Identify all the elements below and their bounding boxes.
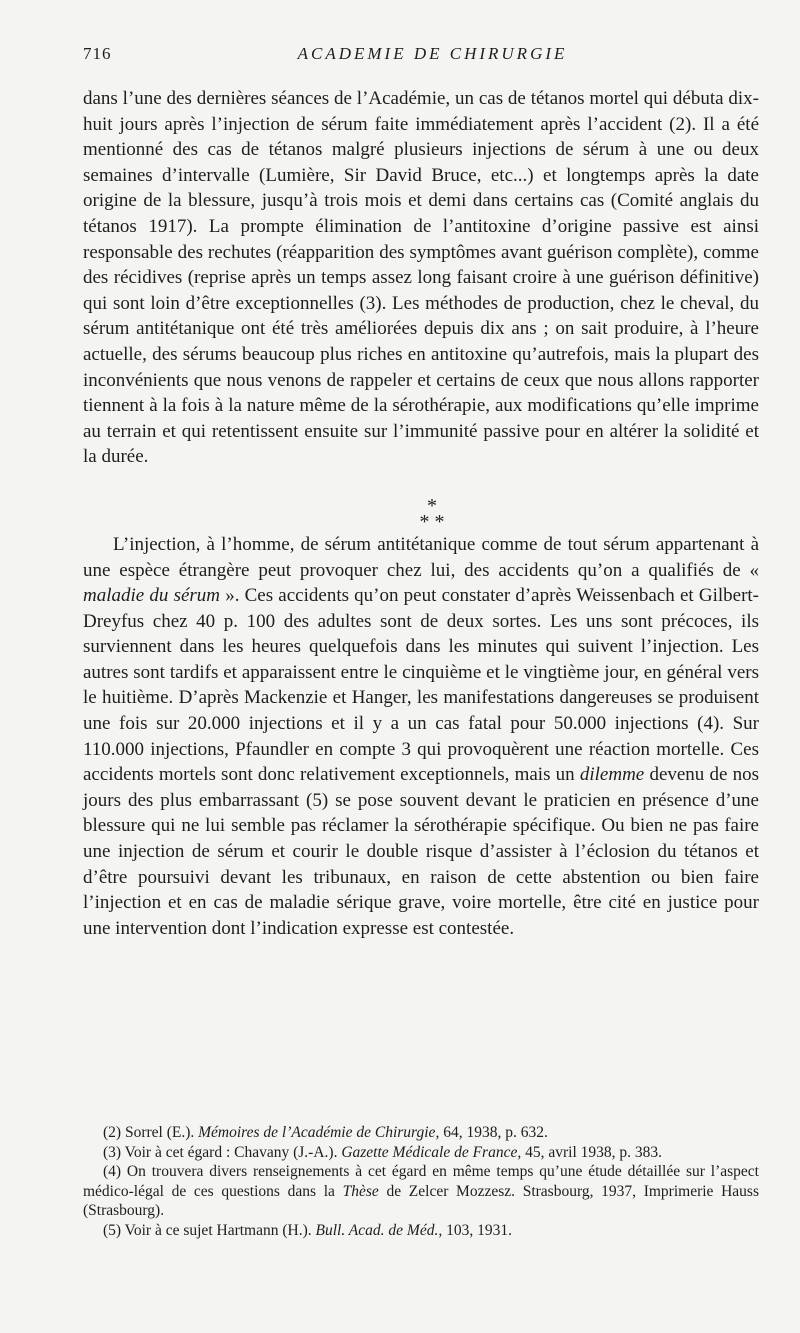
text-run: devenu de nos jours des plus embarrassant (5) se pose souvent devant le praticien en présence d’une blessure qui ne lui semble pas réclamer la sérothérapie spécifique. Ou bien ne pas faire une injection de sérum et courir le double risque d’assister à l’éclosion du tétanos et d’être poursuivi devant les tribunaux, en raison de cette abstention ou bien faire l’injection et en cas de maladie sérique grave, voire mortelle, être cité en justice pour une intervention dont l’indication expresse est contestée. (83, 764, 760, 939)
asterism-bottom: * * (419, 510, 445, 533)
footnote (83, 1143, 759, 1163)
footnote-source: Gazette Médicale de France, (341, 1143, 522, 1161)
footnote-text: 45, avril 1938, p. 383. (525, 1143, 662, 1161)
italic-term: maladie du sérum (83, 585, 221, 607)
text-run: L’injection, à l’homme, de sérum antitétanique comme de tout sérum appartenant à une espèce étrangère peut provoquer chez lui, des accidents qu’on a qualifiés de « (83, 533, 759, 581)
footnote (83, 1162, 759, 1221)
footnote-text: (3) Voir à cet égard : Chavany (J.-A.). (103, 1143, 338, 1161)
footnote-text: 64, 1938, p. 632. (443, 1124, 548, 1141)
paragraph: dans l’une des dernières séances de l’Académie, un cas de tétanos mortel qui débuta dix-huit jours après l’injection de sérum faite immédiatement après l’accident (2). Il a été mentionné des cas de tétanos malgré plusieurs injections de sérum à une ou deux semaines d’intervalle (Lumière, Sir David Bruce, etc...) et longtemps après la date origine de la blessure, jusqu’à trois mois et demi dans certains cas (Comité anglais du tétanos 1917). La prompte élimination de l’antitoxine d’origine passive est ainsi responsable des rechutes (réapparition des symptômes avant guérison complète), comme des récidives (reprise après un temps assez long faisant croire à une guérison définitive) qui sont loin d’être exceptionnelles (3). Les méthodes de production, chez le cheval, du sérum antitétanique ont été très améliorées depuis dix ans ; on sait produire, à l’heure actuelle, des sérums beaucoup plus riches en antitoxine qu’autrefois, mais la plupart des inconvénients que nous venons de rappeler et certains de ceux que nous allons rapporter tiennent à la fois à la nature même de la sérothérapie, aux modifications qu’elle imprime au terrain et qui retentissent ensuite sur l’immunité passive pour en altérer la solidité et la durée. (83, 88, 759, 468)
footnote-source: Thèse (342, 1182, 379, 1200)
body-text (83, 86, 759, 941)
italic-term: dilemme (579, 764, 645, 786)
footnote-source: Bull. Acad. de Méd., (315, 1221, 443, 1239)
footnote-text: (2) Sorrel (E.). (103, 1124, 195, 1141)
footnote (83, 1221, 759, 1241)
footnote-text: 103, 1931. (446, 1221, 512, 1239)
running-title: ACADEMIE DE CHIRURGIE (297, 44, 568, 63)
footnote (83, 1123, 759, 1143)
paragraph (83, 532, 759, 942)
footnote-text: de Zelcer Mozzesz. Strasbourg, 1937, Imprimerie Hauss (Strasbourg). (83, 1182, 759, 1219)
footnote-source: Mémoires de l’Académie de Chirurgie, (198, 1124, 440, 1141)
text-run: ». Ces accidents qu’on peut constater d’après Weissenbach et Gilbert-Dreyfus chez 40 p. 100 des adultes sont de deux sortes. Les uns sont précoces, ils surviennent dans les heures quelquefois dans les minutes qui suivent l’injection. Les autres sont tardifs et apparaissent entre le cinquième et le vingtième jour, en général vers le huitième. D’après Mackenzie et Hanger, les manifestations dangereuses se produisent une fois sur 20.000 injections et il y a un cas fatal pour 50.000 injections (4). Sur 110.000 injections, Pfaundler en compte 3 qui provoquèrent une réaction mortelle. Ces accidents mortels sont donc relativement exceptionnels, mais un (83, 585, 759, 786)
footnote-text: (5) Voir à ce sujet Hartmann (H.). (103, 1221, 312, 1239)
footnotes (83, 1123, 759, 1240)
section-asterism (83, 494, 759, 533)
page-header (83, 44, 752, 70)
asterism-top: * (427, 494, 437, 517)
footnote-text: (4) On trouvera divers renseignements à cet égard en même temps qu’une étude détaillée sur l’aspect médico-légal de ces questions dans la (83, 1163, 759, 1200)
page-number: 716 (83, 44, 112, 63)
